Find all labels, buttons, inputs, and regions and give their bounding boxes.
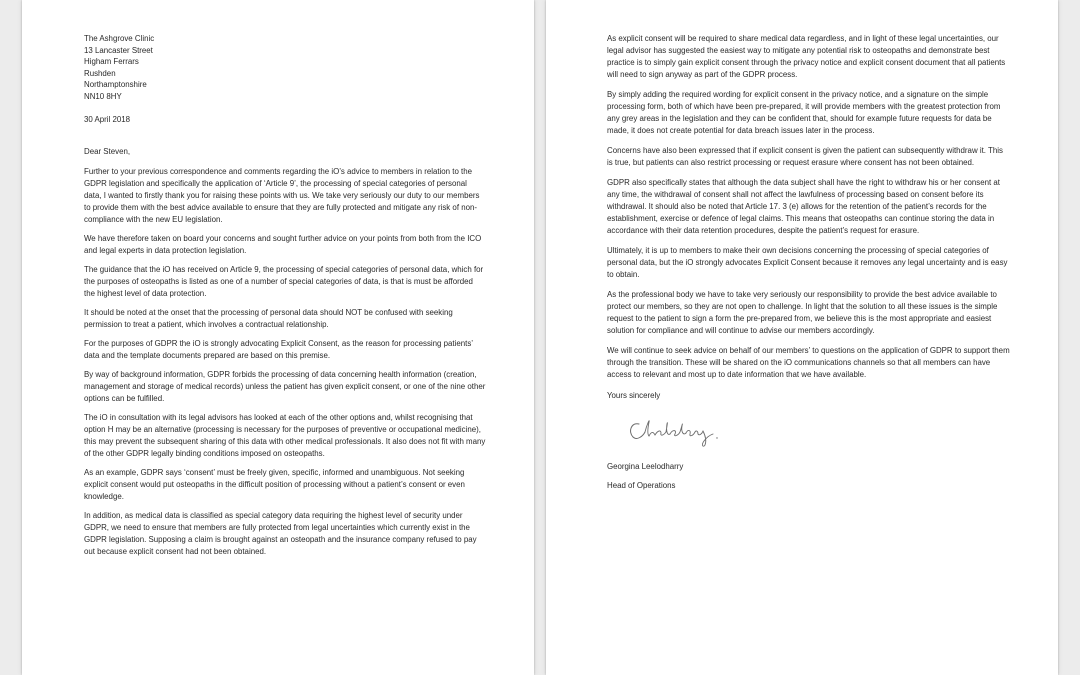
address-line: The Ashgrove Clinic xyxy=(84,34,155,43)
address-line: NN10 8HY xyxy=(84,91,122,101)
signer-name: Georgina Leelodharry xyxy=(607,462,684,471)
body-paragraph: The iO in consultation with its legal advisors has looked at each of the other options and, whilst recognising that option H may be an alternative (processing is necessary for the purposes of preventive or occupational medicine), this may prevent the subsequent sharing of this data with other medical professionals. It also does not fit with many of the other GDPR legally binding conditions imposed on osteopaths. xyxy=(84,412,486,458)
signer-title: Head of Operations xyxy=(607,481,676,490)
body-paragraph: We will continue to seek advice on behalf of our members’ to questions on the application of GDPR to support them through the transition. These will be shared on the iO communications channels so that all members can have access to relevant and most up to date information that we have available. xyxy=(607,346,1010,379)
body-paragraph: Concerns have also been expressed that if explicit consent is given the patient can subsequently withdraw it. This is true, but patients can also restrict processing or request erasure where consent has not been obtained. xyxy=(607,146,1003,167)
body-paragraph: For the purposes of GDPR the iO is strongly advocating Explicit Consent, as the reason for processing patients’ data and the template documents prepared are based on this premise. xyxy=(84,338,473,360)
address-line: 13 Lancaster Street xyxy=(84,45,153,55)
body-paragraph: The guidance that the iO has received on Article 9, the processing of special categories of personal data, which for the purposes of osteopaths is listed as one of a number of special categories of data, is that is must be afforded the highest level of data protection. xyxy=(84,264,484,298)
body-paragraph: As explicit consent will be required to share medical data regardless, and in light of these legal uncertainties, our legal advisor has suggested the easiest way to mitigate any potential risk to osteopaths and demonstrate best practice is to simply gain explicit consent through the privacy notice and explicit consent document that all patients will need to sign anyway as part of the GDPR process. xyxy=(607,34,1006,79)
body-paragraph: By simply adding the required wording for explicit consent in the privacy notice, and a signature on the simple processing form, both of which have been pre-prepared, it will provide members with the greatest protection from any grey areas in the legislation and they can be confident that, should for example future requests for data be made, it does not create potential for data breach issues later in the process. xyxy=(607,90,1001,135)
body-paragraph: It should be noted at the onset that the processing of personal data should NOT be confused with seeking permission to treat a patient, which involves a contractual relationship. xyxy=(84,307,453,329)
document-page-2 xyxy=(546,0,1058,675)
body-paragraph: We have therefore taken on board your concerns and sought further advice on your points from both from the ICO and legal experts in data protection legislation. xyxy=(84,233,482,255)
body-paragraph: As an example, GDPR says ‘consent’ must be freely given, specific, informed and unambiguous. Not seeking explicit consent would put osteopaths in the difficult position of processing without a patient’s consent or even knowledge. xyxy=(84,467,465,501)
handwritten-signature xyxy=(625,412,735,452)
salutation: Dear Steven, xyxy=(84,146,131,156)
address-line: Northamptonshire xyxy=(84,80,147,90)
body-paragraph: Ultimately, it is up to members to make their own decisions concerning the processing of special categories of personal data, but the iO strongly advocates Explicit Consent because it removes any legal uncertainty and is easy to obtain. xyxy=(607,246,1008,279)
body-paragraph: Further to your previous correspondence and comments regarding the iO’s advice to members in relation to the GDPR legislation and specifically the application of ‘Article 9’, the processing of special categories of personal data, I wanted to firstly thank you for raising these points with us. We take very seriously our duty to our members to provide them with the best advice available to ensure that they are fully protected and mitigate any risk of non-compliance with the new EU legislation. xyxy=(84,166,480,224)
body-paragraph: By way of background information, GDPR forbids the processing of data concerning health information (creation, management and storage of medical records) unless the patient has given explicit consent, or one of the nine other options can be fulfilled. xyxy=(84,369,486,403)
address-line: Rushden xyxy=(84,68,116,78)
body-paragraph: In addition, as medical data is classified as special category data requiring the highest level of security under GDPR, we need to ensure that members are fully protected from legal uncertainties which currently exist in the GDPR legislation. Supposing a claim is brought against an osteopath and the insurance company refused to pay out because explicit consent had not been obtained. xyxy=(84,510,477,556)
document-page-1 xyxy=(22,0,534,675)
closing: Yours sincerely xyxy=(607,391,661,400)
sender-address xyxy=(84,33,486,103)
body-paragraph: As the professional body we have to take very seriously our responsibility to provide the best advice available to protect our members, so they are not open to challenge. In light that the solution to all these issues is the simple request to the patient to sign a form the pre-prepared from, we believe this is the most appropriate and easiest solution for compliance and will continue to advise our members accordingly. xyxy=(607,290,998,335)
body-paragraph: GDPR also specifically states that although the data subject shall have the right to withdraw his or her consent at any time, the withdrawal of consent shall not affect the lawfulness of processing based on consent before its withdrawal. It should also be noted that Article 17. 3 (e) allows for the retention of the patient’s records for the establishment, exercise or defence of legal claims. This means that osteopaths can continue storing the data in accordance with their data retention procedures, despite the patient’s request for erasure. xyxy=(607,178,1000,235)
letter-date: 30 April 2018 xyxy=(84,114,131,124)
address-line: Higham Ferrars xyxy=(84,57,139,67)
